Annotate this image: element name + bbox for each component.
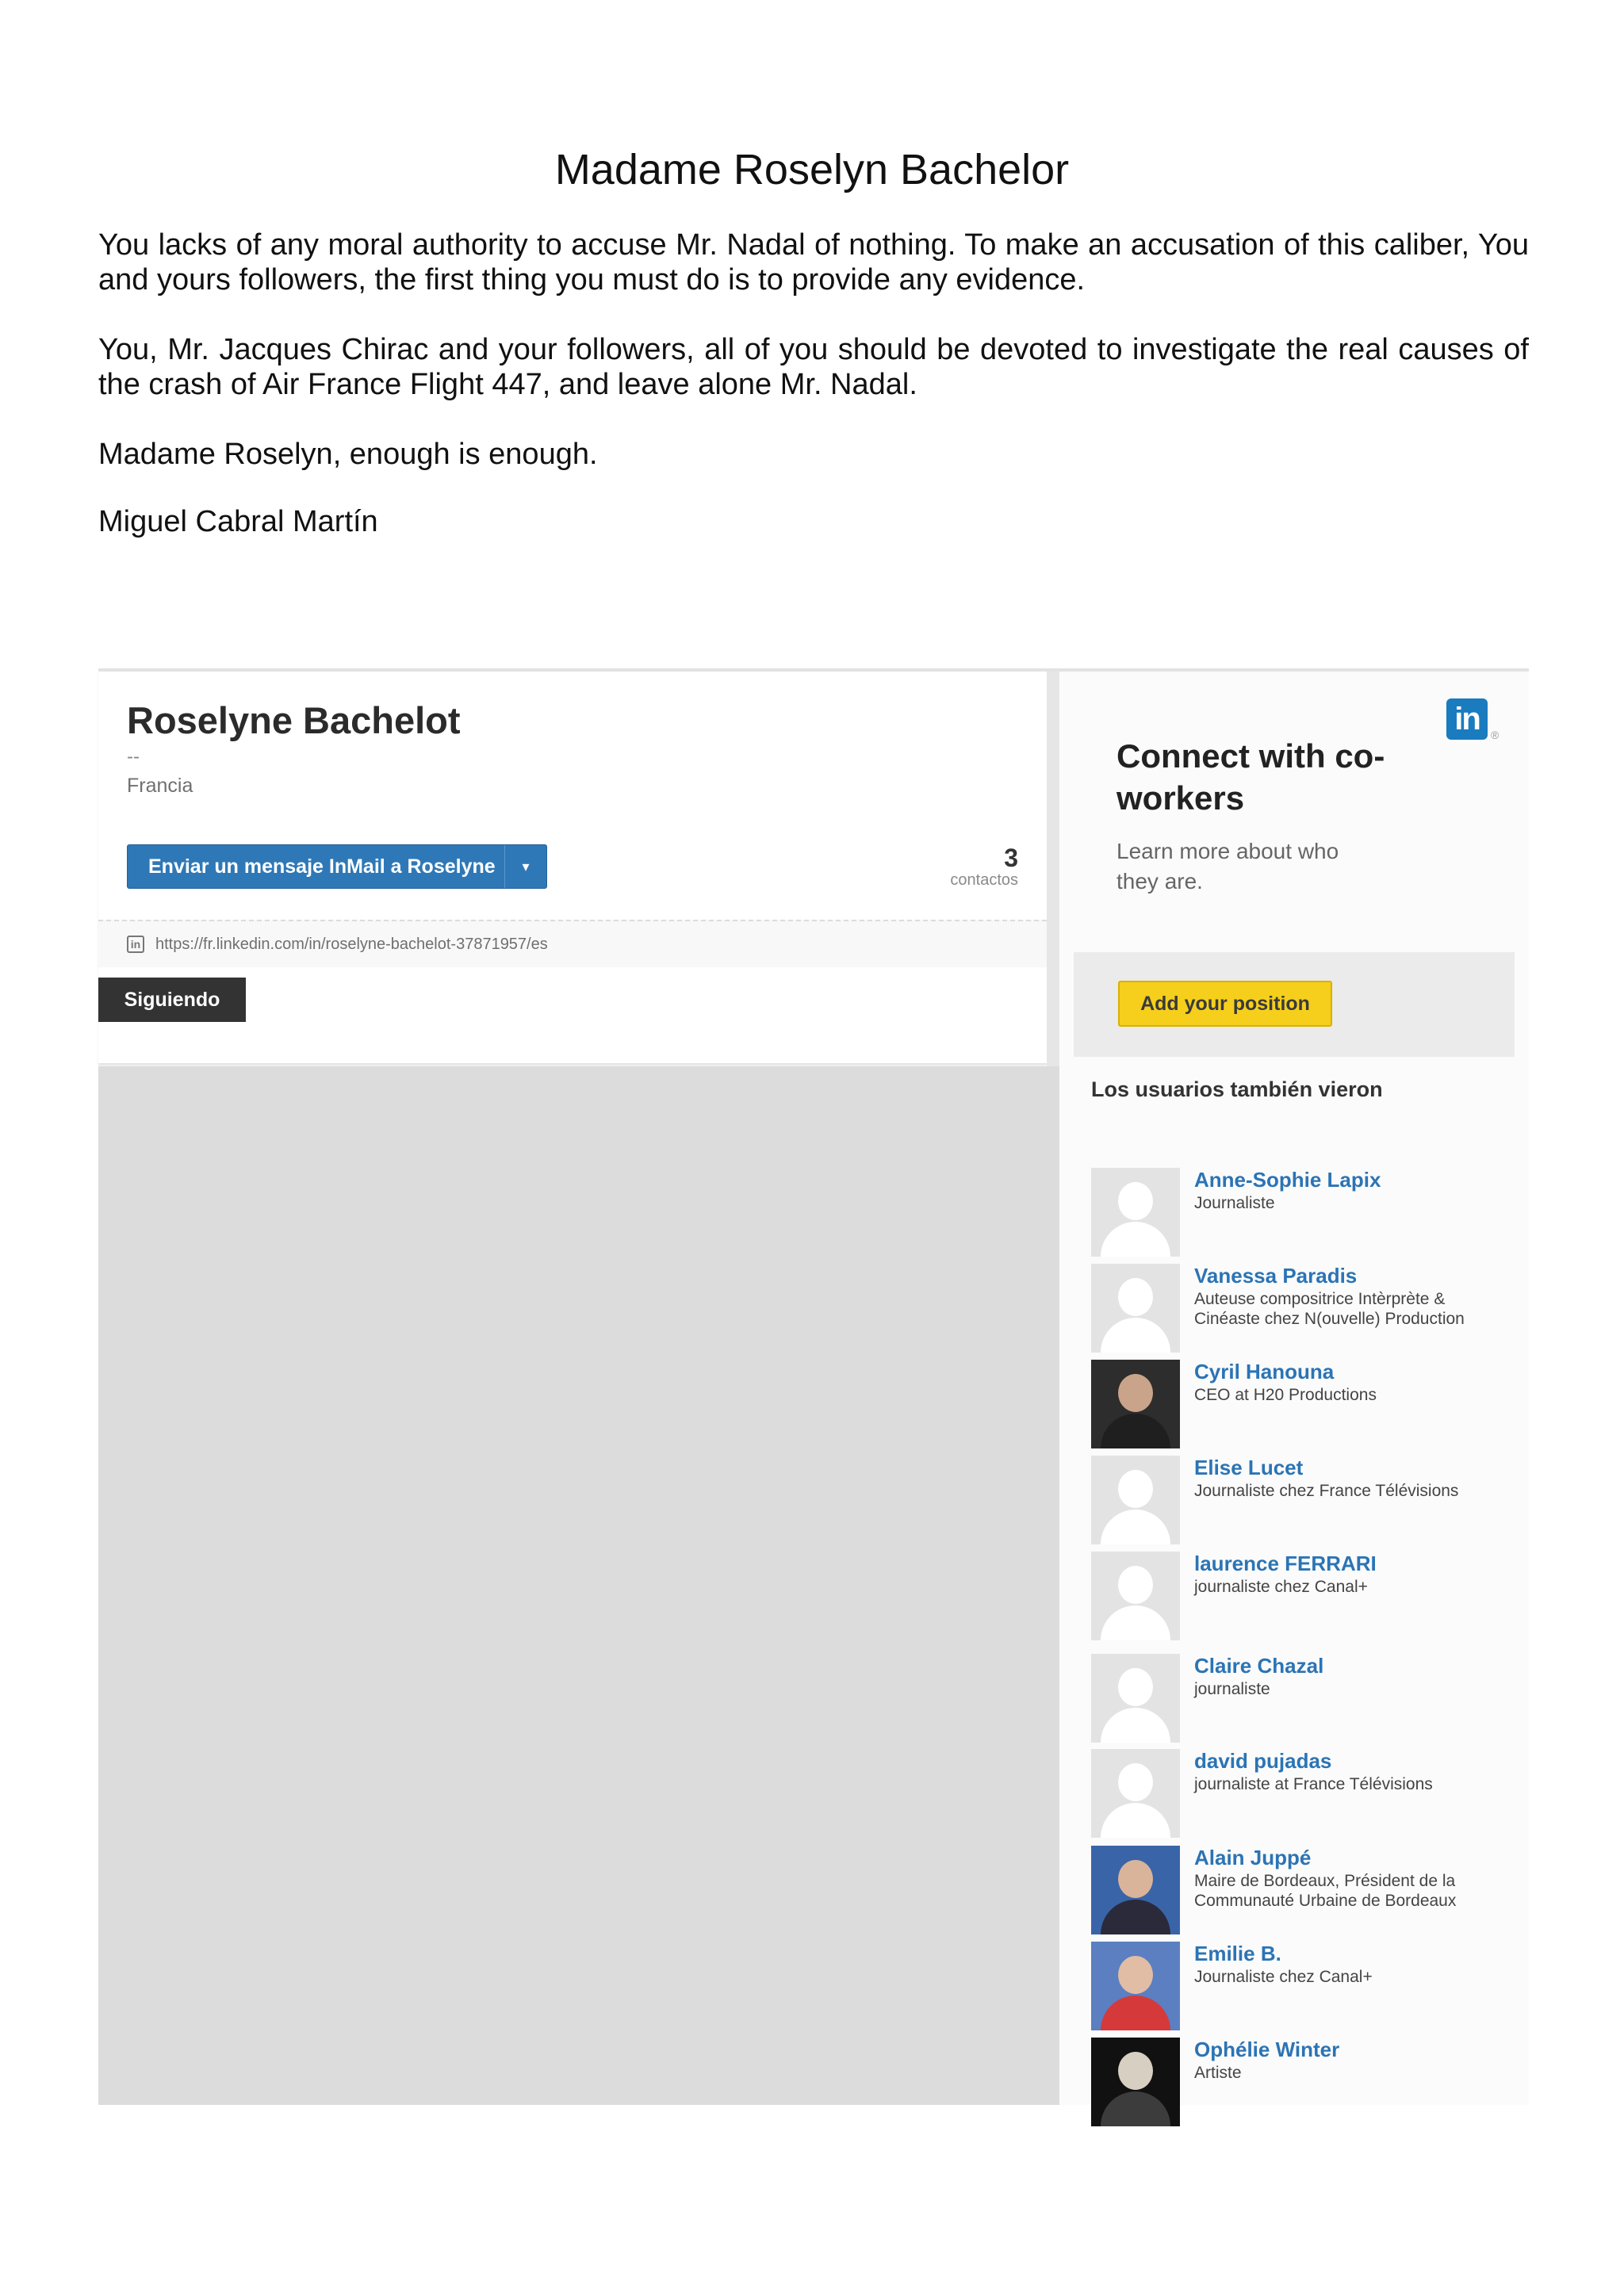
default-avatar-icon[interactable] [1091,1168,1180,1257]
profile-card [98,672,1047,1063]
add-position-button[interactable]: Add your position [1118,981,1332,1027]
viewer-name-link[interactable]: david pujadas [1194,1749,1332,1773]
viewer-item[interactable] [1091,2038,1519,2130]
letter-paragraph-3: Madame Roselyn, enough is enough. [98,438,598,471]
default-avatar-icon[interactable] [1091,1456,1180,1544]
viewer-description: Artiste [1194,2064,1242,2082]
following-row [98,978,1047,1063]
viewer-item[interactable] [1091,1654,1519,1746]
viewer-item[interactable] [1091,1456,1519,1548]
default-avatar-icon[interactable] [1091,1654,1180,1743]
viewer-name-link[interactable]: Emilie B. [1194,1942,1281,1965]
following-button[interactable]: Siguiendo [98,978,246,1022]
contacts-count[interactable] [939,844,1018,890]
add-position-panel [1074,952,1515,1057]
default-avatar-icon[interactable] [1091,1749,1180,1838]
send-inmail-label: Enviar un mensaje InMail a Roselyne [148,855,496,878]
public-profile-url-row [98,920,1047,967]
viewer-description: journaliste at France Télévisions [1194,1775,1433,1793]
viewer-item[interactable] [1091,1846,1519,1938]
chevron-down-icon[interactable]: ▾ [504,845,546,888]
viewer-name-link[interactable]: laurence FERRARI [1194,1552,1377,1575]
viewer-description: journaliste [1194,1680,1270,1698]
viewer-description: Journaliste [1194,1194,1275,1212]
connect-title: Connect with co-workers [1116,737,1385,817]
viewer-name-link[interactable]: Anne-Sophie Lapix [1194,1168,1381,1192]
letter-paragraph-1: You lacks of any moral authority to accuse Mr. Nadal of nothing. To make an accusation of this caliber, You and yours followers, the first thing you must do is to provide any evidence. [98,228,1529,297]
profile-location: Francia [127,775,193,797]
letter-title: Madame Roselyn Bachelor [554,146,1070,193]
viewer-item[interactable] [1091,1552,1519,1644]
viewer-item[interactable] [1091,1360,1519,1452]
send-inmail-button[interactable] [127,844,547,889]
profile-headline: -- [127,746,140,767]
viewer-item[interactable] [1091,1264,1519,1356]
viewer-item[interactable] [1091,1942,1519,2034]
viewer-name-link[interactable]: Vanessa Paradis [1194,1264,1358,1288]
contacts-number: 3 [1004,844,1018,872]
viewer-name-link[interactable]: Ophélie Winter [1194,2038,1340,2061]
linkedin-logo-icon: in [1446,698,1488,740]
linkedin-screenshot [98,668,1529,2105]
viewers-heading: Los usuarios también vieron [1091,1077,1383,1101]
contacts-label: contactos [950,871,1018,889]
public-profile-url[interactable]: https://fr.linkedin.com/in/roselyne-bachelot-37871957/es [155,935,548,953]
viewer-description: Maire de Bordeaux, Président de la Communauté Urbaine de Bordeaux [1194,1872,1457,1910]
linkedin-icon: in [127,936,144,953]
viewer-name-link[interactable]: Alain Juppé [1194,1846,1312,1869]
viewer-name-link[interactable]: Cyril Hanouna [1194,1360,1335,1383]
empty-content-area [98,1066,1059,2105]
avatar[interactable] [1091,1942,1180,2030]
avatar[interactable] [1091,2038,1180,2126]
default-avatar-icon[interactable] [1091,1552,1180,1640]
right-sidebar [1059,672,1529,2105]
profile-name: Roselyne Bachelot [127,699,461,741]
viewer-description: Auteuse compositrice Intèrprète & Cinéaste chez N(ouvelle) Production [1194,1290,1465,1328]
letter-signature: Miguel Cabral Martín [98,505,378,538]
avatar[interactable] [1091,1846,1180,1934]
viewer-name-link[interactable]: Claire Chazal [1194,1654,1324,1678]
viewer-description: journaliste chez Canal+ [1194,1578,1368,1596]
viewer-description: CEO at H20 Productions [1194,1386,1377,1404]
default-avatar-icon[interactable] [1091,1264,1180,1353]
avatar[interactable] [1091,1360,1180,1448]
connect-subtitle: Learn more about who they are. [1116,839,1339,894]
viewer-item[interactable] [1091,1168,1519,1260]
registered-mark-icon: ® [1491,729,1500,741]
viewer-item[interactable] [1091,1749,1519,1841]
letter-paragraph-2: You, Mr. Jacques Chirac and your followers, all of you should be devoted to investigate the real causes of the crash of Air France Flight 447, and leave alone Mr. Nadal. [98,333,1529,401]
viewer-name-link[interactable]: Elise Lucet [1194,1456,1304,1479]
viewer-description: Journaliste chez France Télévisions [1194,1482,1459,1500]
viewer-description: Journaliste chez Canal+ [1194,1968,1373,1986]
